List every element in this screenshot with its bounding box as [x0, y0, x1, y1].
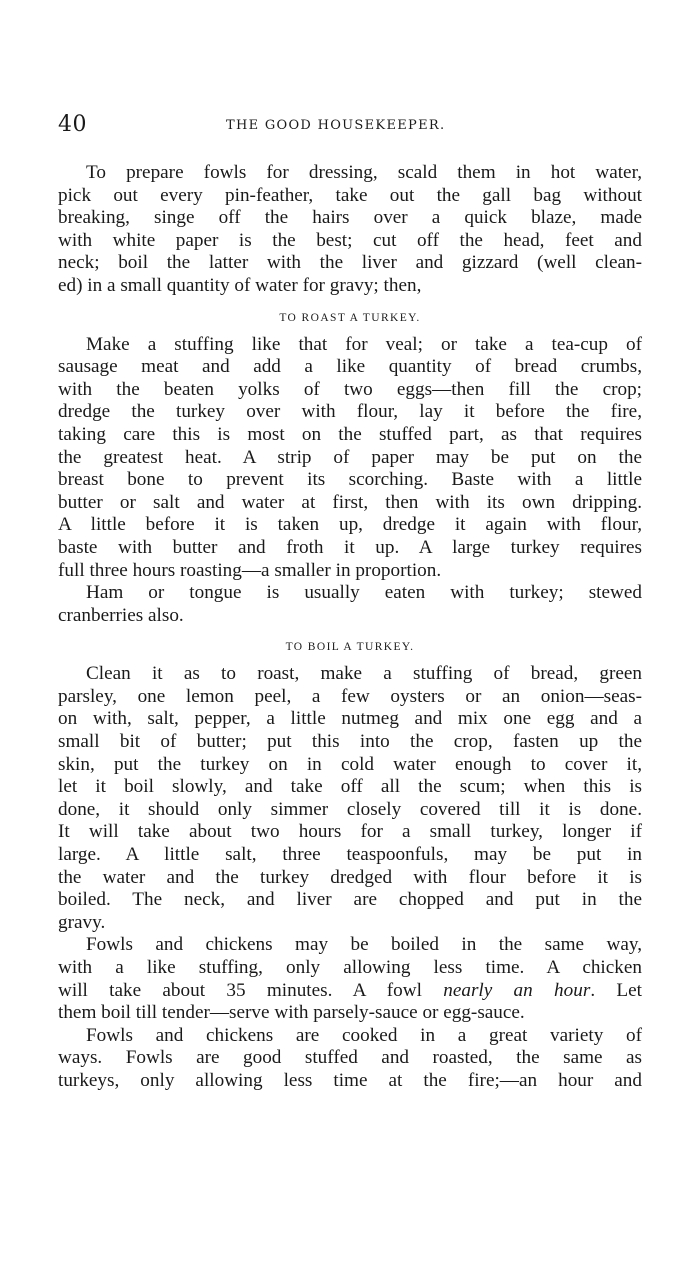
- ham-tongue-paragraph: [58, 582, 642, 627]
- text-line: A little before it is taken up, dredge it again with flour,: [58, 514, 642, 536]
- text-line: Clean it as to roast, make a stuffing of bread, green: [86, 663, 642, 685]
- text-fragment: will take about 35 minutes. A fowl: [58, 979, 444, 1001]
- section-heading-boil-turkey: TO BOIL A TURKEY.: [285, 641, 415, 654]
- text-line: [58, 980, 642, 1003]
- text-line: butter or salt and water at first, then with its own dripping.: [58, 491, 642, 513]
- intro-paragraph: [58, 162, 642, 298]
- text-line: gravy.: [58, 911, 106, 933]
- italic-phrase: nearly an hour: [443, 979, 591, 1001]
- text-line: Ham or tongue is usually eaten with turkey; stewed: [86, 582, 642, 604]
- text-fragment: . Let: [590, 979, 642, 1001]
- text-line: large. A little salt, three teaspoonfuls, may be put in: [58, 844, 642, 866]
- text-line: baste with butter and froth it up. A large turkey requires: [58, 536, 642, 558]
- text-line: the greatest heat. A strip of paper may be put on the: [58, 446, 642, 468]
- boil-turkey-paragraph: [58, 663, 642, 934]
- roast-turkey-paragraph: [58, 334, 642, 583]
- text-line: neck; boil the latter with the liver and gizzard (well clean-: [58, 252, 642, 274]
- book-page: [58, 112, 642, 1093]
- text-line: ed) in a small quantity of water for gravy; then,: [58, 274, 422, 296]
- text-line: ways. Fowls are good stuffed and roasted, the same as: [58, 1047, 642, 1069]
- text-line: the water and the turkey dredged with flour before it is: [58, 866, 642, 888]
- text-line: with the beaten yolks of two eggs—then fill the crop;: [58, 378, 642, 400]
- text-line: them boil till tender—serve with parsely-sauce or egg-sauce.: [58, 1002, 525, 1024]
- text-line: parsley, one lemon peel, a few oysters or an onion—seas-: [58, 685, 642, 707]
- text-line: skin, put the turkey on in cold water enough to cover it,: [58, 753, 642, 775]
- text-line: on with, salt, pepper, a little nutmeg and mix one egg and a: [58, 708, 642, 730]
- running-head: [58, 112, 642, 142]
- running-title: THE GOOD HOUSEKEEPER.: [226, 118, 446, 133]
- text-line: Fowls and chickens are cooked in a great variety of: [86, 1024, 642, 1046]
- text-line: It will take about two hours for a small turkey, longer if: [58, 821, 642, 843]
- text-line: To prepare fowls for dressing, scald them in hot water,: [86, 162, 642, 183]
- text-line: sausage meat and add a like quantity of bread crumbs,: [58, 356, 642, 378]
- page-number: 40: [58, 112, 87, 137]
- text-line: dredge the turkey over with flour, lay it before the fire,: [58, 401, 642, 423]
- text-line: breast bone to prevent its scorching. Baste with a little: [58, 469, 642, 491]
- text-line: cranberries also.: [58, 604, 184, 626]
- text-line: boiled. The neck, and liver are chopped and put in the: [58, 889, 642, 911]
- text-line: let it boil slowly, and take off all the scum; when this is: [58, 776, 642, 798]
- text-line: small bit of butter; put this into the crop, fasten up the: [58, 731, 642, 753]
- text-line: turkeys, only allowing less time at the fire;—an hour and: [58, 1069, 642, 1091]
- text-line: with white paper is the best; cut off the head, feet and: [58, 229, 642, 251]
- section-heading-roast-turkey: TO ROAST A TURKEY.: [279, 311, 421, 324]
- text-line: breaking, singe off the hairs over a quick blaze, made: [58, 207, 642, 229]
- text-line: Make a stuffing like that for veal; or take a tea-cup of: [86, 333, 642, 355]
- text-line: full three hours roasting—a smaller in proportion.: [58, 559, 442, 581]
- text-line: done, it should only simmer closely covered till it is done.: [58, 798, 642, 820]
- fowls-variety-paragraph: [58, 1025, 642, 1093]
- text-line: taking care this is most on the stuffed part, as that requires: [58, 423, 642, 445]
- text-line: with a like stuffing, only allowing less time. A chicken: [58, 957, 642, 978]
- text-line: pick out every pin-feather, take out the gall bag without: [58, 184, 642, 206]
- text-line: Fowls and chickens may be boiled in the same way,: [86, 934, 642, 956]
- fowls-boiled-paragraph: [58, 934, 642, 1024]
